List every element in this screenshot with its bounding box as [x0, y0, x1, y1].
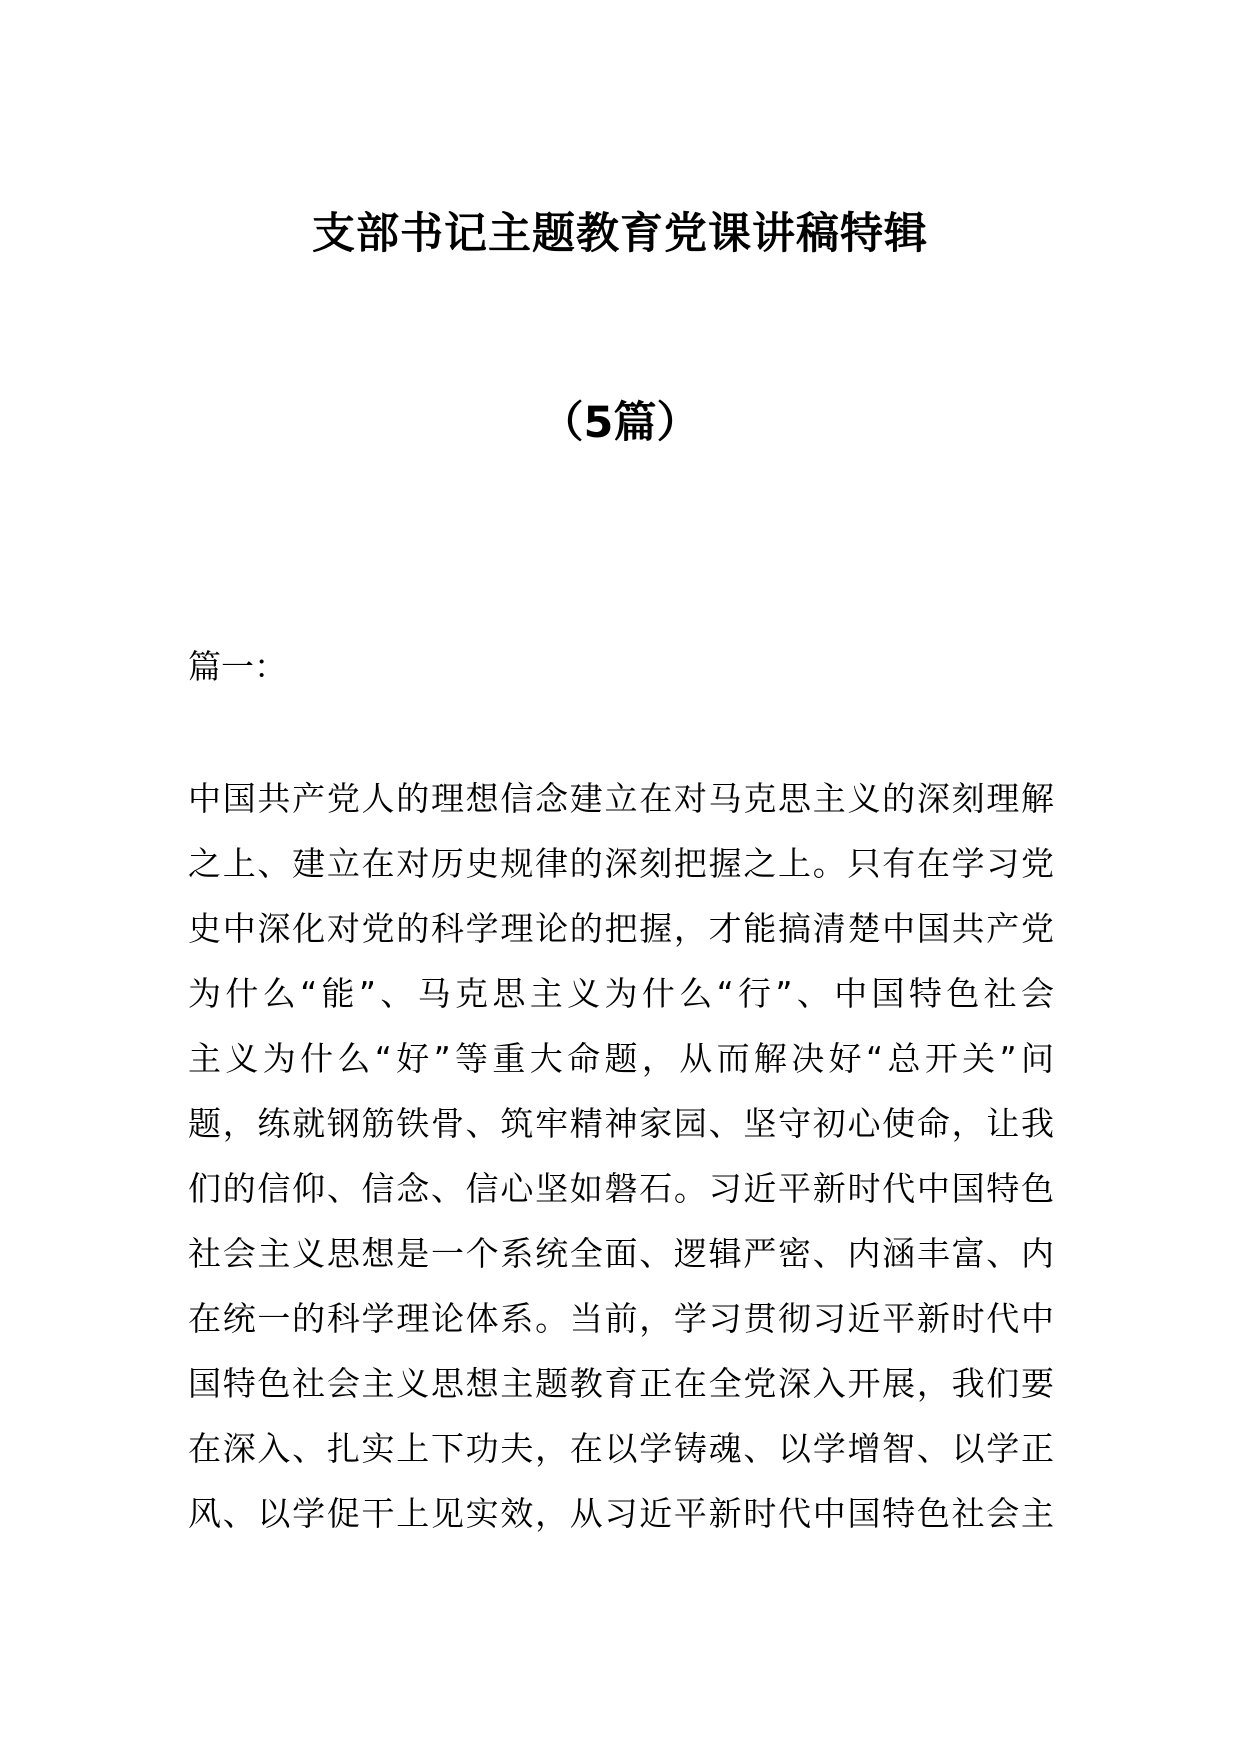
- body-line: 风、以学促干上见实效，从习近平新时代中国特色社会主: [188, 1494, 1054, 1533]
- body-line: 在统一的科学理论体系。当前，学习贯彻习近平新时代中: [188, 1299, 1054, 1338]
- body-line: 在深入、扎实上下功夫，在以学铸魂、以学增智、以学正: [188, 1429, 1054, 1468]
- body-line: 中国共产党人的理想信念建立在对马克思主义的深刻理解: [188, 779, 1054, 818]
- body-line: 社会主义思想是一个系统全面、逻辑严密、内涵丰富、内: [188, 1234, 1054, 1273]
- page-title: 支部书记主题教育党课讲稿特辑: [312, 209, 928, 259]
- body-line: 之上、建立在对历史规律的深刻把握之上。只有在学习党: [188, 844, 1054, 883]
- body-line: 史中深化对党的科学理论的把握，才能搞清楚中国共产党: [188, 909, 1054, 948]
- body-line: 题，练就钢筋铁骨、筑牢精神家园、坚守初心使命，让我: [188, 1104, 1054, 1143]
- body-line: 主义为什么“好”等重大命题，从而解决好“总开关”问: [188, 1039, 1054, 1078]
- body-line: 们的信仰、信念、信心坚如磐石。习近平新时代中国特色: [188, 1169, 1054, 1208]
- page-subtitle: （5篇）: [540, 398, 700, 448]
- body-line: 为什么“能”、马克思主义为什么“行”、中国特色社会: [188, 974, 1054, 1013]
- section-heading: 篇一：: [188, 647, 287, 686]
- body-line: 国特色社会主义思想主题教育正在全党深入开展，我们要: [188, 1364, 1054, 1403]
